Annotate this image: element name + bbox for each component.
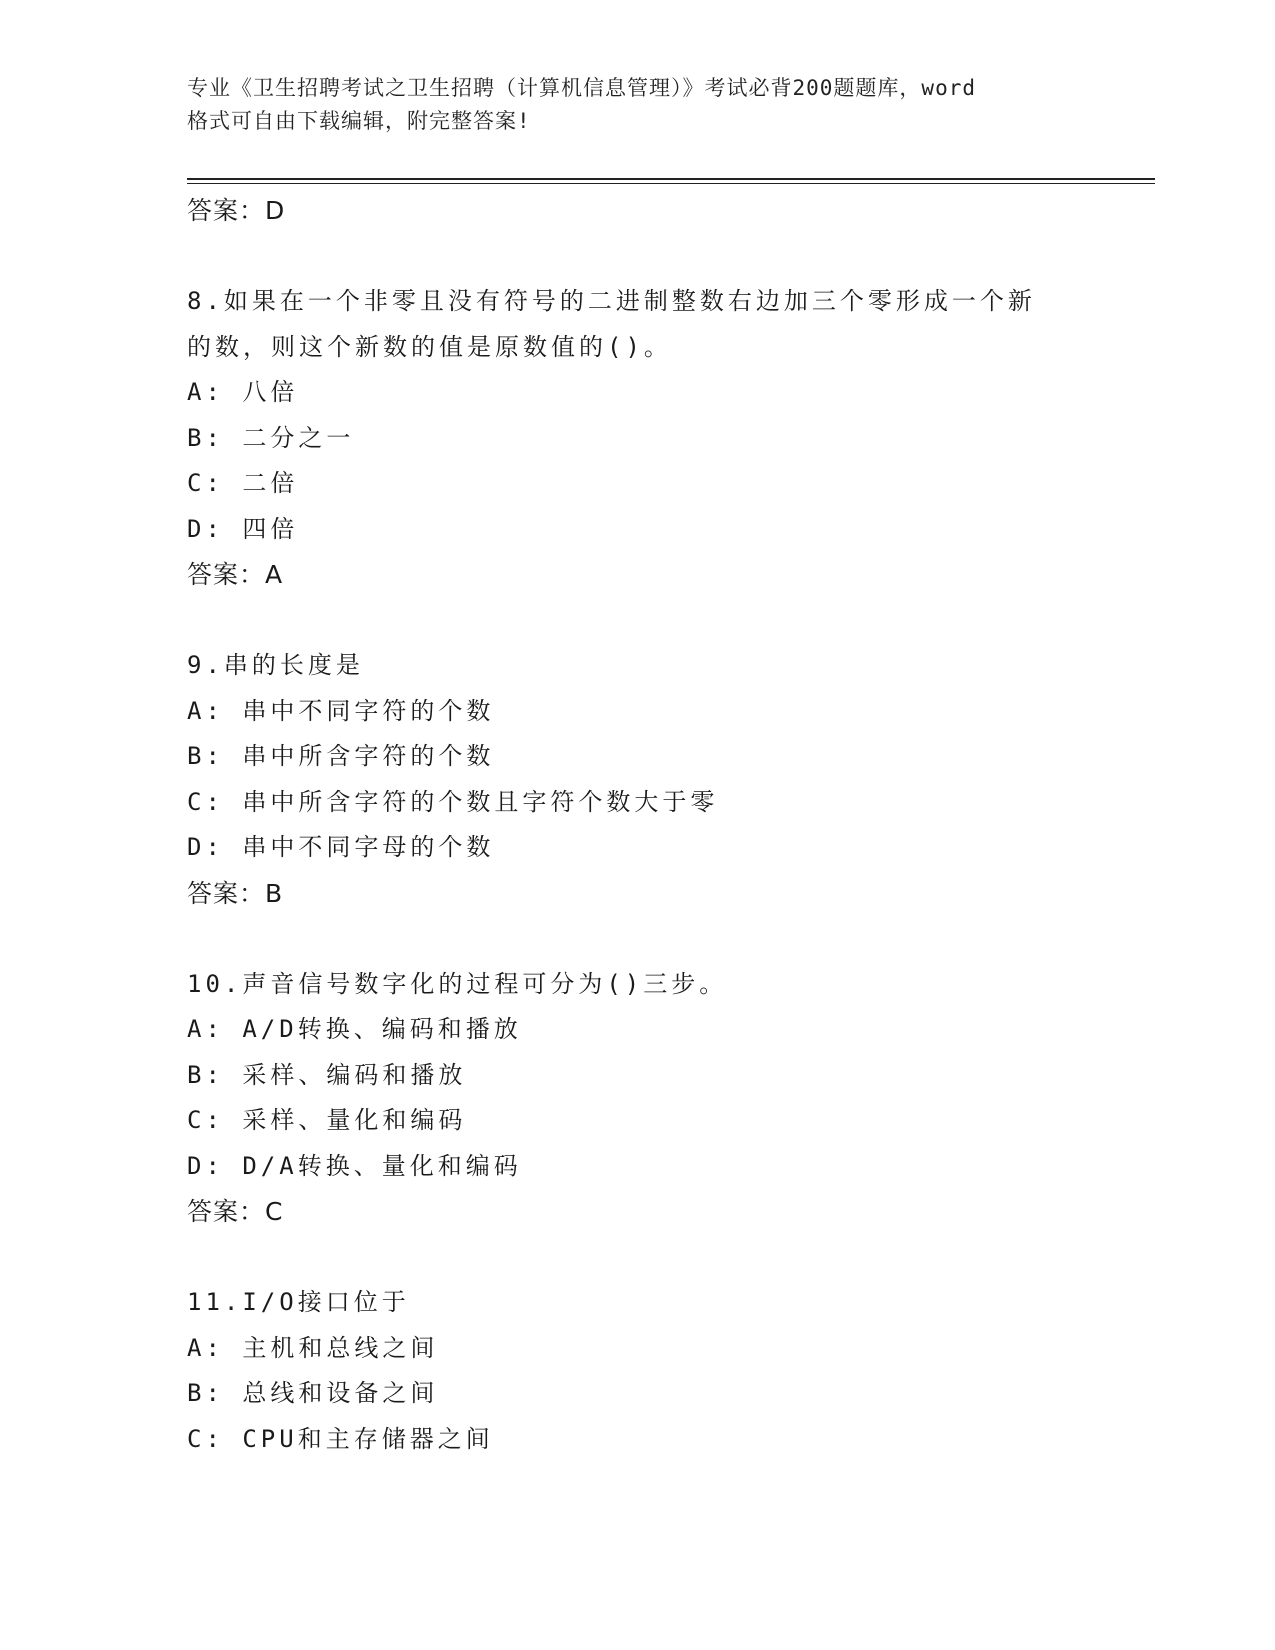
spacer <box>187 234 1107 280</box>
question-10-stem: 10.声音信号数字化的过程可分为()三步。 <box>187 969 728 998</box>
question-11-option-a: A: 主机和总线之间 <box>187 1333 439 1362</box>
question-8-option-b: B: 二分之一 <box>187 423 355 452</box>
header-divider-thin <box>187 183 1155 184</box>
question-8-stem-line-2: 的数，则这个新数的值是原数值的()。 <box>187 332 672 361</box>
spacer <box>187 598 1107 644</box>
question-8-option-c: C: 二倍 <box>187 469 299 497</box>
question-8-answer: 答案：A <box>187 560 284 589</box>
question-9-option-a: A: 串中不同字符的个数 <box>187 696 495 725</box>
question-11-stem: 11.I/O接口位于 <box>187 1288 410 1316</box>
header-title-line-2: 格式可自由下载编辑，附完整答案! <box>187 109 531 133</box>
question-9-answer: 答案：B <box>187 878 284 908</box>
header-divider-thick <box>187 178 1155 180</box>
question-8-option-a: A: 八倍 <box>187 378 299 406</box>
question-9-option-b: B: 串中所含字符的个数 <box>187 742 495 770</box>
question-8-option-d: D: 四倍 <box>187 514 299 543</box>
document-header <box>187 72 1087 138</box>
question-9-option-c: C: 串中所含字符的个数且字符个数大于零 <box>187 787 719 816</box>
question-list <box>187 188 1107 1462</box>
question-10-option-b: B: 采样、编码和播放 <box>187 1060 467 1089</box>
question-11-option-c: C: CPU和主存储器之间 <box>187 1424 494 1453</box>
question-9-stem: 9.串的长度是 <box>187 651 364 679</box>
question-11-option-b: B: 总线和设备之间 <box>187 1379 439 1407</box>
question-10-option-d: D: D/A转换、量化和编码 <box>187 1151 522 1180</box>
header-title-line-1: 专业《卫生招聘考试之卫生招聘（计算机信息管理）》考试必背200题题库，word <box>187 76 976 100</box>
question-8-stem-line-1: 8.如果在一个非零且没有符号的二进制整数右边加三个零形成一个新 <box>187 287 1036 315</box>
answer-prev-question: 答案：D <box>187 196 286 225</box>
question-10-option-a: A: A/D转换、编码和播放 <box>187 1015 522 1043</box>
question-9-option-d: D: 串中不同字母的个数 <box>187 833 495 861</box>
question-10-option-c: C: 采样、量化和编码 <box>187 1106 467 1134</box>
question-10-answer: 答案：C <box>187 1197 284 1226</box>
spacer <box>187 1235 1107 1281</box>
spacer <box>187 916 1107 962</box>
